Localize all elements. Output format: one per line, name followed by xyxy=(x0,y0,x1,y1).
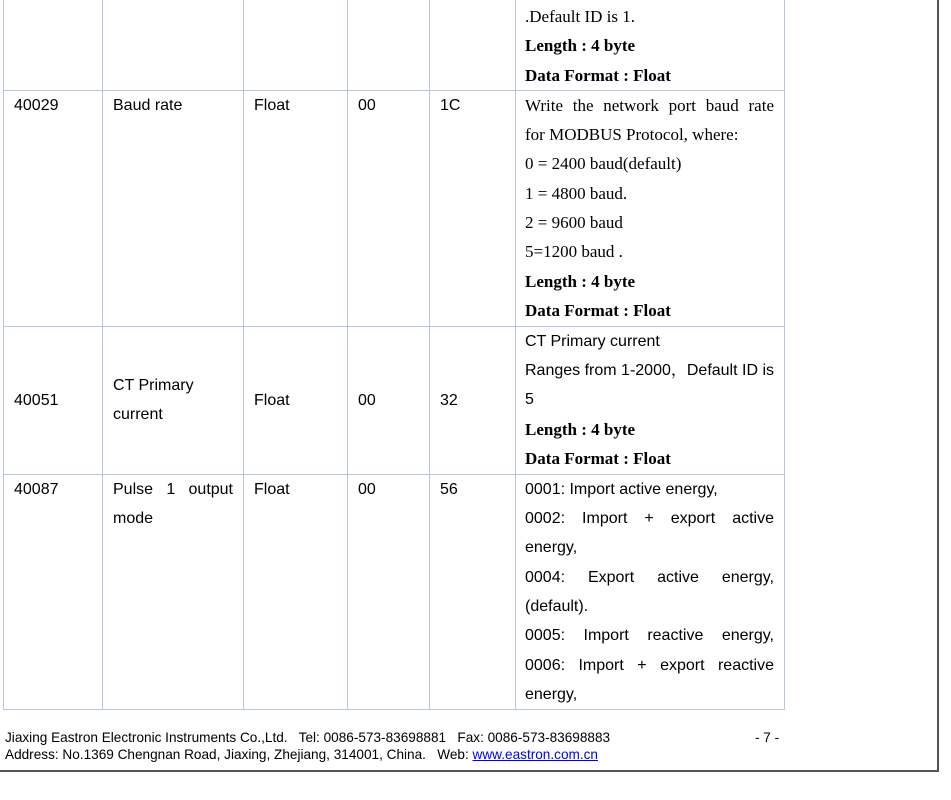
page-number: - 7 - xyxy=(755,730,780,745)
description-line: 0 = 2400 baud(default) xyxy=(525,154,682,174)
description-line: energy, xyxy=(525,539,578,557)
description-line: 5=1200 baud . xyxy=(525,242,623,262)
description-line: 0004: Export active energy, xyxy=(525,568,774,586)
address-cell: 40029 xyxy=(4,90,103,326)
footer-company: Jiaxing Eastron Electronic Instruments Co.,Ltd. xyxy=(5,730,288,745)
parameter-cell xyxy=(103,474,244,709)
address-cell: 40087 xyxy=(4,474,103,709)
footer-web-label: Web: xyxy=(437,747,469,762)
description-line: Write the network port baud rate xyxy=(525,95,774,115)
length-label: Length : 4 byte xyxy=(525,36,636,56)
length-label: Length : 4 byte xyxy=(525,419,636,439)
type-cell xyxy=(244,0,348,90)
footer-tel: Tel: 0086-573-83698881 xyxy=(298,730,447,745)
address-cell xyxy=(4,0,103,90)
length-label: Length : 4 byte xyxy=(525,271,636,291)
lo-byte-cell: 1C xyxy=(430,90,516,326)
description-line: 0001: Import active energy, xyxy=(525,480,718,498)
description-line: 5 xyxy=(525,391,534,409)
description-line: CT Primary current xyxy=(525,332,660,350)
parameter-cell xyxy=(103,326,244,474)
footer-fax: Fax: 0086-573-83698883 xyxy=(457,730,611,745)
description-cell xyxy=(516,0,785,90)
page-footer xyxy=(5,729,610,763)
address-cell: 40051 xyxy=(4,326,103,474)
description-line: (default). xyxy=(525,598,589,616)
table-row xyxy=(4,474,785,709)
parameter-cell: Baud rate xyxy=(103,90,244,326)
parameter-line: CT Primary xyxy=(113,377,194,395)
hi-byte-cell xyxy=(348,0,430,90)
parameter-cell xyxy=(103,0,244,90)
table-row xyxy=(4,90,785,326)
description-line: .Default ID is 1. xyxy=(525,7,636,26)
description-cell xyxy=(516,326,785,474)
description-line: 0006: Import + export reactive xyxy=(525,656,774,674)
description-line: energy, xyxy=(525,685,578,703)
page-border-bottom xyxy=(0,770,939,772)
description-line: Ranges from 1-2000，Default ID is xyxy=(525,362,775,380)
type-cell: Float xyxy=(244,90,348,326)
lo-byte-cell: 56 xyxy=(430,474,516,709)
description-line: for MODBUS Protocol, where: xyxy=(525,125,739,145)
table-row xyxy=(4,0,785,90)
table-row xyxy=(4,326,785,474)
data-format-label: Data Format : Float xyxy=(525,65,671,85)
description-cell xyxy=(516,474,785,709)
description-line: 1 = 4800 baud. xyxy=(525,183,628,203)
parameter-line: current xyxy=(113,406,163,424)
hi-byte-cell: 00 xyxy=(348,474,430,709)
description-cell xyxy=(516,90,785,326)
page-border-right xyxy=(937,0,939,772)
parameter-line: Pulse 1 output xyxy=(113,480,233,498)
register-table xyxy=(3,0,785,710)
description-line: 2 = 9600 baud xyxy=(525,213,623,233)
data-format-label: Data Format : Float xyxy=(525,300,671,320)
parameter-line: mode xyxy=(113,510,154,528)
type-cell: Float xyxy=(244,326,348,474)
footer-web-link[interactable]: www.eastron.com.cn xyxy=(472,747,598,762)
description-line: 0005: Import reactive energy, xyxy=(525,627,774,645)
lo-byte-cell: 32 xyxy=(430,326,516,474)
type-cell: Float xyxy=(244,474,348,709)
hi-byte-cell: 00 xyxy=(348,90,430,326)
hi-byte-cell: 00 xyxy=(348,326,430,474)
lo-byte-cell xyxy=(430,0,516,90)
footer-address: Address: No.1369 Chengnan Road, Jiaxing, Zhejiang, 314001, China. xyxy=(5,747,426,762)
data-format-label: Data Format : Float xyxy=(525,449,671,469)
description-line: 0002: Import + export active xyxy=(525,510,774,528)
